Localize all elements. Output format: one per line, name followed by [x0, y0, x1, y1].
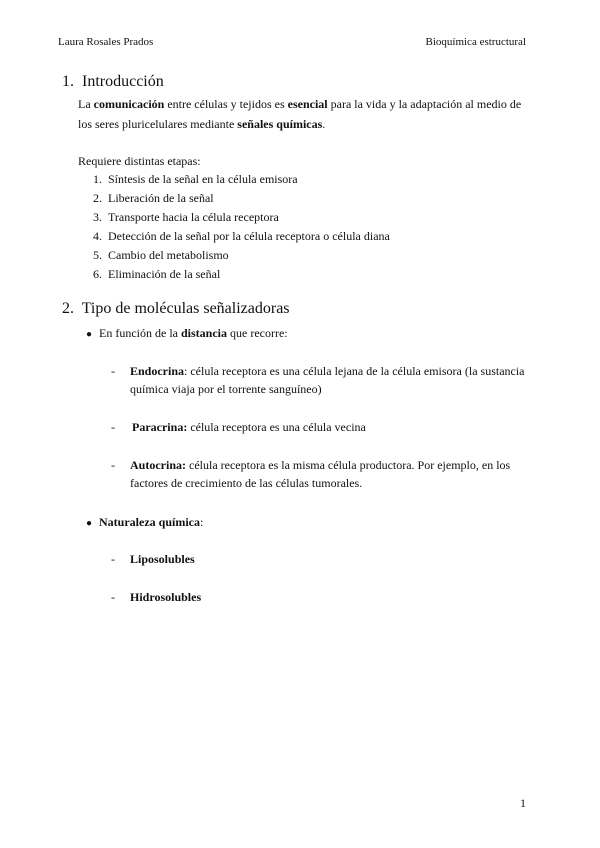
dash-marker: -	[111, 458, 115, 472]
header-subject: Bioquímica estructural	[425, 36, 526, 48]
dash-item-liposolubles	[111, 550, 530, 568]
list-item	[78, 265, 390, 284]
section-2-heading	[62, 300, 290, 318]
step-text: Transporte hacia la célula receptora	[108, 210, 279, 224]
step-text: Síntesis de la señal en la célula emisora	[108, 172, 298, 186]
term: Hidrosolubles	[130, 590, 202, 604]
step-text: Cambio del metabolismo	[108, 248, 229, 262]
intro-text-3: para la vida y la adaptación al medio de los seres pluricelulares mediante	[78, 97, 522, 131]
bullet-icon: ●	[86, 329, 93, 340]
section-1-heading	[62, 73, 164, 91]
list-item	[78, 227, 390, 246]
intro-text-4: .	[322, 117, 326, 131]
section-2-title: Tipo de moléculas señalizadoras	[81, 300, 290, 317]
bullet-icon: ●	[86, 518, 93, 529]
term-description: célula receptora es la misma célula productora. Por ejemplo, en los factores de crecimiento de las células tumorales.	[130, 458, 511, 490]
list-item	[78, 208, 390, 227]
step-text: Detección de la señal por la célula receptora o célula diana	[108, 229, 390, 243]
intro-text-1: La	[78, 97, 94, 111]
intro-bold-1: comunicación	[93, 97, 165, 111]
list-item	[78, 170, 390, 189]
dash-item-hidrosolubles	[111, 588, 530, 606]
term: Liposolubles	[130, 552, 195, 566]
dash-marker: -	[111, 420, 115, 434]
dash-marker: -	[111, 364, 115, 378]
step-text: Eliminación de la señal	[108, 267, 221, 281]
section-2-number: 2.	[62, 300, 74, 317]
bullet-bold-1: Naturaleza química	[99, 515, 200, 529]
bullet-text-1: En función de la	[99, 326, 181, 340]
dash-item-paracrina	[111, 418, 532, 436]
page-number: 1	[520, 796, 526, 810]
step-number: 3.	[93, 210, 102, 224]
bullet-text-2: que recorre:	[227, 326, 288, 340]
term-description: célula receptora es una célula vecina	[187, 420, 366, 434]
section-1-number: 1.	[62, 73, 74, 90]
intro-bold-2: esencial	[287, 97, 328, 111]
intro-text-2: entre células y tejidos es	[164, 97, 288, 111]
step-number: 2.	[93, 191, 102, 205]
list-item	[78, 246, 390, 265]
section-1-title: Introducción	[82, 73, 164, 90]
steps-lead: Requiere distintas etapas:	[78, 154, 201, 168]
bullet-distance	[86, 324, 288, 344]
intro-paragraph	[78, 94, 528, 134]
steps-list	[78, 170, 390, 284]
list-item	[78, 189, 390, 208]
term: Autocrina:	[130, 458, 186, 472]
header-author: Laura Rosales Prados	[58, 36, 154, 48]
bullet-bold-1: distancia	[180, 326, 227, 340]
intro-bold-3: señales químicas	[237, 117, 323, 131]
dash-item-endocrina	[111, 362, 530, 398]
bullet-text-1: :	[200, 515, 204, 529]
bullet-nature	[86, 513, 203, 533]
step-number: 5.	[93, 248, 102, 262]
term: Endocrina	[130, 364, 185, 378]
term-description: : célula receptora es una célula lejana de la célula emisora (la sustancia química viaja por el torrente sanguíneo)	[130, 364, 525, 396]
step-text: Liberación de la señal	[108, 191, 214, 205]
dash-item-autocrina	[111, 456, 530, 492]
step-number: 4.	[93, 229, 102, 243]
term: Paracrina:	[132, 420, 188, 434]
dash-marker: -	[111, 590, 115, 604]
step-number: 1.	[93, 172, 102, 186]
dash-marker: -	[111, 552, 115, 566]
step-number: 6.	[93, 267, 102, 281]
